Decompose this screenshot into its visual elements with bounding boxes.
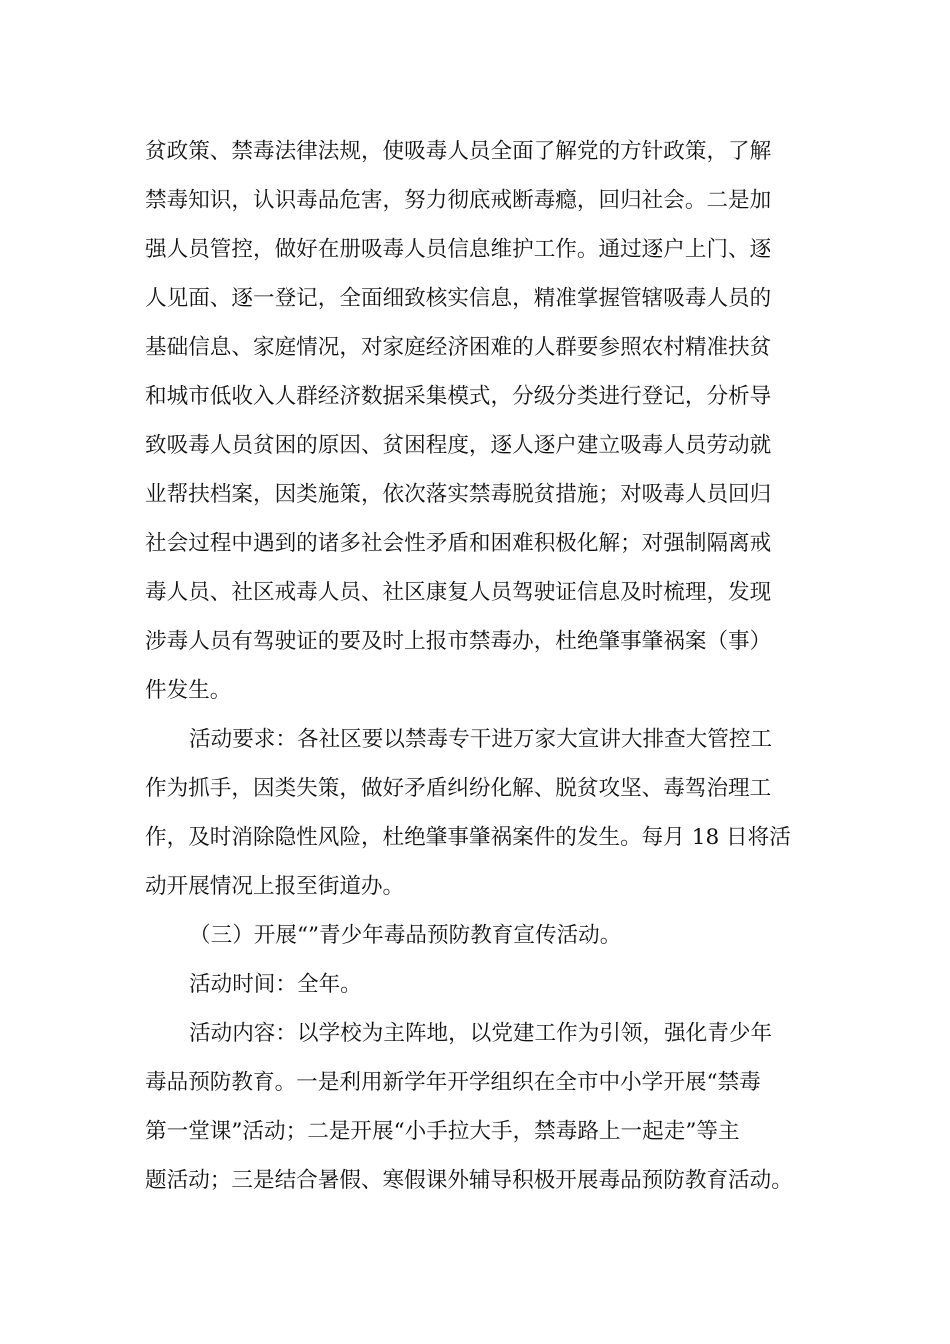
text-line: 致吸毒人员贫困的原因、贫困程度，逐人逐户建立吸毒人员劳动就 [145,433,772,458]
text-line: 基础信息、家庭情况，对家庭经济困难的人群要参照农村精准扶贫 [145,335,772,360]
section-heading: （三）开展“”青少年毒品预防教育宣传活动。 [189,923,622,948]
text-line: 贫政策、禁毒法律法规，使吸毒人员全面了解党的方针政策，了解 [145,139,772,164]
text-line: 业帮扶档案，因类施策，依次落实禁毒脱贫措施；对吸毒人员回归 [145,482,772,507]
text-line: 作为抓手，因类失策，做好矛盾纠纷化解、脱贫攻坚、毒驾治理工 [145,776,772,801]
text-line: 涉毒人员有驾驶证的要及时上报市禁毒办，杜绝肇事肇祸案（事） [145,629,772,654]
text-line: 毒人员、社区戒毒人员、社区康复人员驾驶证信息及时梳理，发现 [145,580,772,605]
text-line: 社会过程中遇到的诸多社会性矛盾和困难积极化解；对强制隔离戒 [145,531,772,556]
text-line: 人见面、逐一登记，全面细致核实信息，精准掌握管辖吸毒人员的 [145,286,772,311]
text-line: 动开展情况上报至街道办。 [145,874,405,899]
text-line: 毒品预防教育。一是利用新学年开学组织在全市中小学开展“禁毒 [145,1070,761,1095]
paragraph-first-line: 活动时间：全年。 [189,972,362,997]
text-line: 第一堂课”活动；二是开展“小手拉大手，禁毒路上一起走”等主 [145,1119,740,1144]
text-line: 强人员管控，做好在册吸毒人员信息维护工作。通过逐户上门、逐 [145,237,772,262]
text-line: 作，及时消除隐性风险，杜绝肇事肇祸案件的发生。每月 18 日将活 [145,825,791,850]
text-line: 禁毒知识，认识毒品危害，努力彻底戒断毒瘾，回归社会。二是加 [145,188,772,213]
text-line: 和城市低收入人群经济数据采集模式，分级分类进行登记，分析导 [145,384,772,409]
paragraph-first-line: 活动内容：以学校为主阵地，以党建工作为引领，强化青少年 [189,1021,773,1046]
paragraph-first-line: 活动要求：各社区要以禁毒专干进万家大宣讲大排查大管控工 [189,727,773,752]
text-line: 件发生。 [145,678,232,703]
text-line: 题活动；三是结合暑假、寒假课外辅导积极开展毒品预防教育活动。 [145,1168,793,1193]
